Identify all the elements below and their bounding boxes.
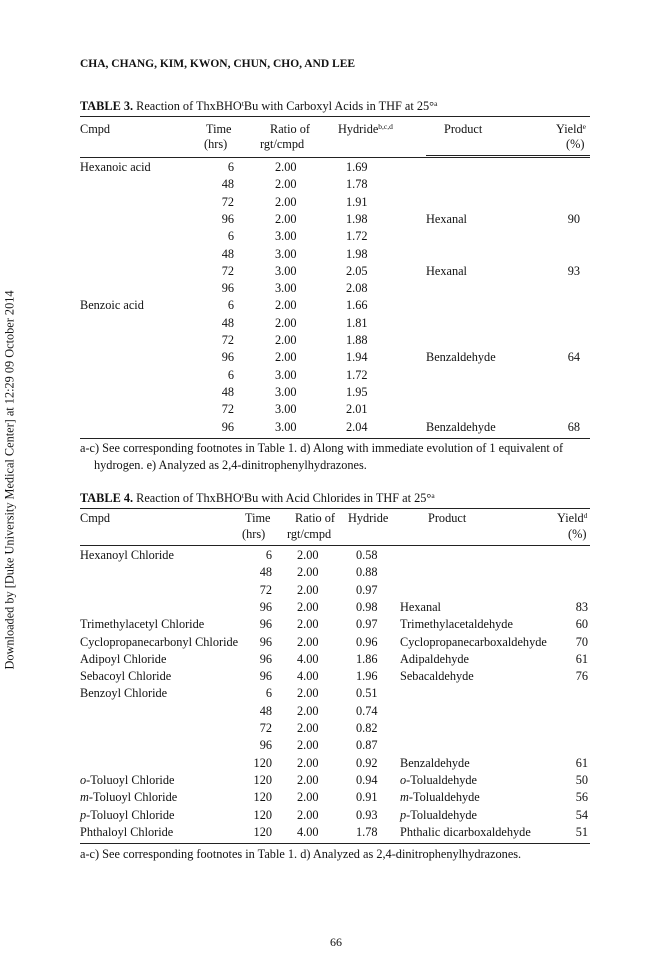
cell-time: 48 [221,315,234,330]
table3-bottom-rule [80,438,590,439]
table-row [80,635,590,652]
cell-time: 6 [227,160,234,174]
table3-header-hydride-text: Hydride [338,122,379,136]
table-row [80,669,590,686]
cell-time: 96 [259,669,272,684]
cell-cmpd [80,790,177,805]
cell-product-text: Sebacaldehyde [400,669,474,684]
cell-product: Hexanal [426,211,467,226]
cell-ratio: 2.00 [297,755,319,770]
cell-ratio: 3.00 [275,246,297,261]
table4-caption [80,491,435,506]
table-row [80,247,590,264]
cell-product-text: -Tolualdehyde [408,790,480,805]
cell-product [400,669,474,684]
table4-caption-pre: Reaction of ThxBHO [133,491,242,505]
cell-time: 120 [253,772,272,787]
table3-caption-post: Bu with Carboxyl Acids in THF at 25° [243,99,435,113]
table-row [80,756,590,773]
cell-product: Hexanal [426,263,467,278]
cell-hydride: 0.94 [356,772,378,787]
cell-ratio: 3.00 [275,384,297,399]
table4-header-yield-unit: (%) [568,527,587,541]
cell-cmpd [80,617,204,632]
cell-ratio: 3.00 [275,367,297,382]
cell-ratio: 2.00 [297,807,319,822]
cell-time: 96 [221,350,234,365]
cell-time: 6 [227,298,234,313]
cell-cmpd-text: Adipoyl Chloride [80,651,167,666]
table3-footnote [80,440,590,473]
table3-footnote-line1: a-c) See corresponding footnotes in Table 1. d) Along with immediate evolution of 1 equivalent of [80,441,564,455]
cell-ratio: 2.00 [275,315,297,330]
cell-ratio: 3.00 [275,419,297,434]
cell-ratio: 4.00 [297,651,319,666]
cell-ratio: 2.00 [275,194,297,209]
running-header: CHA, CHANG, KIM, KWON, CHUN, CHO, AND LEE [80,58,356,70]
download-watermark-text: Downloaded by [Duke University Medical Center] at 12:29 09 October 2014 [2,290,17,670]
cell-product-text: Adipaldehyde [400,651,469,666]
table-row [80,790,590,807]
cell-time: 72 [221,263,234,278]
cell-time: 48 [221,384,234,399]
table4-header-hydride: Hydride [348,511,389,525]
cell-product [400,617,513,632]
cell-yield: 51 [575,824,588,839]
cell-hydride: 1.94 [346,350,368,365]
cell-hydride: 0.74 [356,703,378,718]
table-row [80,195,590,212]
cell-yield: 56 [575,790,588,805]
table-row [80,583,590,600]
cell-product-text: Trimethylacetaldehyde [400,617,513,632]
page-number: 66 [330,935,342,949]
table-row [80,402,590,419]
table3-product-rule [426,155,590,156]
cell-hydride: 1.72 [346,367,368,382]
cell-hydride: 0.92 [356,755,378,770]
table-row [80,600,590,617]
table4-header-time: Time [245,511,271,525]
cell-yield: 76 [575,669,588,684]
cell-ratio: 4.00 [297,824,319,839]
table4-header-time-unit: (hrs) [242,527,266,541]
cell-product [400,652,469,667]
table3-header-time-unit: (hrs) [204,137,228,151]
cell-hydride: 1.72 [346,229,368,244]
cell-time: 6 [227,229,234,244]
cell-ratio: 2.00 [275,333,297,347]
cell-cmpd [80,825,173,840]
table3-header-yield-sup: e [582,122,586,131]
cell-time: 6 [227,367,234,382]
table-row [80,686,590,703]
cell-hydride: 1.78 [356,824,378,839]
table4-title: TABLE 4. [80,491,134,505]
table-row [80,264,590,281]
cell-product-text: Cyclopropanecarboxaldehyde [400,634,547,649]
cell-ratio: 2.00 [297,790,319,805]
table-row [80,385,590,402]
cell-product-text: Phthalic dicarboxaldehyde [400,824,531,839]
cell-hydride: 1.96 [356,669,378,684]
cell-hydride: 2.04 [346,419,368,434]
cell-time: 96 [221,281,234,296]
cell-time: 72 [259,721,272,735]
cell-time: 120 [253,790,272,805]
cell-hydride: 0.98 [356,599,378,614]
table3-footnote-line2: hydrogen. e) Analyzed as 2,4-dinitrophenylhydrazones. [94,457,367,472]
table4-bottom-rule [80,843,590,844]
cell-ratio: 2.00 [297,565,319,580]
table4-caption-sup-a: a [431,491,435,500]
cell-cmpd-text: -Toluoyl Chloride [86,807,175,822]
table3-header-time: Time [206,122,232,136]
cell-yield: 54 [575,807,588,822]
cell-ratio: 2.00 [297,634,319,649]
cell-cmpd-prefix: o [80,772,87,787]
cell-cmpd-text: Phthaloyl Chloride [80,824,174,839]
cell-ratio: 2.00 [275,160,297,174]
cell-hydride: 1.88 [346,333,368,347]
cell-product-prefix: m [400,790,409,805]
table4-header-yield-sup: d [583,511,588,520]
cell-yield: 50 [575,772,588,787]
table4-header-cmpd: Cmpd [80,511,111,525]
cell-hydride: 0.58 [356,548,378,562]
cell-ratio: 4.00 [297,669,319,684]
cell-time: 96 [259,651,272,666]
cell-cmpd [80,773,174,788]
cell-cmpd-text: Trimethylacetyl Chloride [80,617,205,632]
table4-header-rule [80,545,590,546]
cell-time: 96 [259,738,272,753]
cell-time: 72 [221,402,234,417]
table-row [80,721,590,738]
table-row [80,548,590,565]
cell-ratio: 2.00 [297,686,319,701]
cell-cmpd: Hexanoic acid [80,160,151,174]
cell-yield: 61 [575,755,588,770]
table3-caption-sup-a: a [434,99,438,108]
cell-hydride: 0.93 [356,807,378,822]
table-row [80,773,590,790]
table3-title: TABLE 3. [80,99,134,113]
table-row [80,738,590,755]
cell-time: 72 [221,333,234,347]
cell-hydride: 2.01 [346,402,368,417]
cell-hydride: 1.98 [346,211,368,226]
table3-header-rule [80,157,590,158]
table4-caption-sup-t: t [241,491,244,500]
cell-cmpd [80,652,166,667]
cell-time: 72 [221,194,234,209]
cell-ratio: 2.00 [275,177,297,192]
cell-hydride: 0.96 [356,634,378,649]
table4-header-row-2 [80,527,590,544]
cell-yield: 68 [567,419,580,434]
table-row [80,212,590,229]
cell-time: 48 [259,703,272,718]
cell-product [400,635,547,650]
cell-hydride: 0.82 [356,721,378,735]
cell-hydride: 1.95 [346,384,368,399]
cell-cmpd [80,669,171,684]
cell-time: 48 [259,565,272,580]
cell-cmpd-text: Cyclopropanecarbonyl Chloride [80,634,239,649]
table3-header-ratio: Ratio of [270,122,310,136]
table-row [80,229,590,246]
cell-time: 96 [221,419,234,434]
cell-cmpd-text: Hexanoyl Chloride [80,548,174,562]
cell-time: 48 [221,177,234,192]
cell-hydride: 1.86 [356,651,378,666]
table4 [80,508,590,848]
table-row [80,420,590,437]
table-row [80,704,590,721]
table-row [80,160,590,177]
table3-header-yield-unit: (%) [566,137,585,151]
cell-product [400,756,470,771]
table3-top-rule [80,116,590,117]
cell-time: 48 [221,246,234,261]
cell-product-prefix: p [400,807,407,822]
cell-ratio: 3.00 [275,402,297,417]
cell-product-text: Hexanal [400,599,441,614]
cell-ratio: 2.00 [275,211,297,226]
cell-ratio: 3.00 [275,263,297,278]
cell-ratio: 2.00 [297,721,319,735]
table3-header-hydride-sup: b,c,d [378,122,393,131]
table4-caption-post: Bu with Acid Chlorides in THF at 25° [243,491,432,505]
cell-ratio: 2.00 [297,617,319,632]
cell-product [400,773,477,788]
download-watermark [3,270,17,690]
table-row [80,333,590,350]
cell-cmpd: Benzoic acid [80,298,144,313]
cell-yield: 70 [575,634,588,649]
cell-time: 6 [265,548,272,562]
cell-product: Benzaldehyde [426,419,496,434]
table4-header-product: Product [428,511,467,525]
cell-ratio: 2.00 [297,772,319,787]
table-row [80,565,590,582]
cell-ratio: 3.00 [275,281,297,296]
table4-header-ratio: Ratio of [295,511,335,525]
cell-product: Benzaldehyde [426,350,496,365]
cell-time: 96 [259,634,272,649]
cell-hydride: 2.05 [346,263,368,278]
table3-header-yield [556,122,586,137]
cell-ratio: 2.00 [297,599,319,614]
cell-time: 120 [253,824,272,839]
cell-ratio: 2.00 [275,298,297,313]
cell-cmpd-prefix: m [80,790,89,805]
cell-product-prefix: o [400,772,407,787]
cell-yield: 93 [567,263,580,278]
table-row [80,350,590,367]
cell-product-text: -Tolualdehyde [406,772,478,787]
cell-time: 96 [259,617,272,632]
cell-hydride: 1.91 [346,194,368,209]
cell-time: 120 [253,807,272,822]
cell-time: 96 [221,211,234,226]
cell-cmpd [80,635,238,650]
cell-hydride: 1.81 [346,315,368,330]
cell-ratio: 2.00 [297,582,319,597]
cell-hydride: 1.66 [346,298,368,313]
cell-time: 120 [253,755,272,770]
cell-yield: 60 [575,617,588,632]
cell-cmpd-text: Benzoyl Chloride [80,686,168,701]
table3-caption-sup-t: t [241,99,244,108]
cell-product [400,790,480,805]
table-row [80,368,590,385]
cell-hydride: 0.97 [356,582,378,597]
table-row [80,652,590,669]
table4-footnote: a-c) See corresponding footnotes in Table 1. d) Analyzed as 2,4-dinitrophenylhydrazones. [80,847,522,861]
table3-header-hydride [338,122,393,137]
cell-yield: 90 [567,211,580,226]
cell-hydride: 0.97 [356,617,378,632]
table-row [80,617,590,634]
table-row [80,808,590,825]
cell-yield: 83 [575,599,588,614]
cell-yield: 64 [567,350,580,365]
table-row [80,316,590,333]
cell-ratio: 3.00 [275,229,297,244]
cell-yield: 61 [575,651,588,666]
cell-hydride: 0.88 [356,565,378,580]
table3 [80,116,590,441]
table4-header-yield-text: Yield [557,511,584,525]
cell-hydride: 1.78 [346,177,368,192]
cell-hydride: 2.08 [346,281,368,296]
cell-product [400,808,477,823]
cell-cmpd [80,808,174,823]
cell-product [400,600,441,615]
table3-header-cmpd: Cmpd [80,122,111,136]
cell-cmpd [80,548,174,563]
table3-header-product: Product [444,122,483,136]
cell-hydride: 1.69 [346,160,368,174]
cell-cmpd-prefix: p [80,807,87,822]
table4-header-yield [557,511,587,526]
cell-cmpd-text: -Toluoyl Chloride [86,772,175,787]
cell-ratio: 2.00 [297,548,319,562]
table4-header-row-1 [80,511,590,528]
table3-caption [80,99,437,114]
table-row [80,177,590,194]
table-row [80,298,590,315]
cell-hydride: 0.87 [356,738,378,753]
cell-hydride: 0.91 [356,790,378,805]
table3-header-yield-text: Yield [556,122,583,136]
cell-product [400,825,531,840]
cell-ratio: 2.00 [297,738,319,753]
table-row [80,825,590,842]
cell-ratio: 2.00 [297,703,319,718]
cell-product-text: -Tolualdehyde [406,807,478,822]
cell-time: 72 [259,582,272,597]
cell-time: 96 [259,599,272,614]
cell-cmpd [80,686,167,701]
cell-time: 6 [265,686,272,701]
cell-product-text: Benzaldehyde [400,755,470,770]
cell-cmpd-text: -Toluoyl Chloride [88,790,178,805]
cell-hydride: 1.98 [346,246,368,261]
table-row [80,281,590,298]
table3-header-ratio-unit: rgt/cmpd [260,137,305,151]
cell-hydride: 0.51 [356,686,378,701]
cell-ratio: 2.00 [275,350,297,365]
table3-header-row-2 [80,137,590,154]
table4-header-ratio-unit: rgt/cmpd [287,527,332,541]
table3-caption-pre: Reaction of ThxBHO [133,99,242,113]
cell-cmpd-text: Sebacoyl Chloride [80,669,172,684]
table4-top-rule [80,508,590,509]
